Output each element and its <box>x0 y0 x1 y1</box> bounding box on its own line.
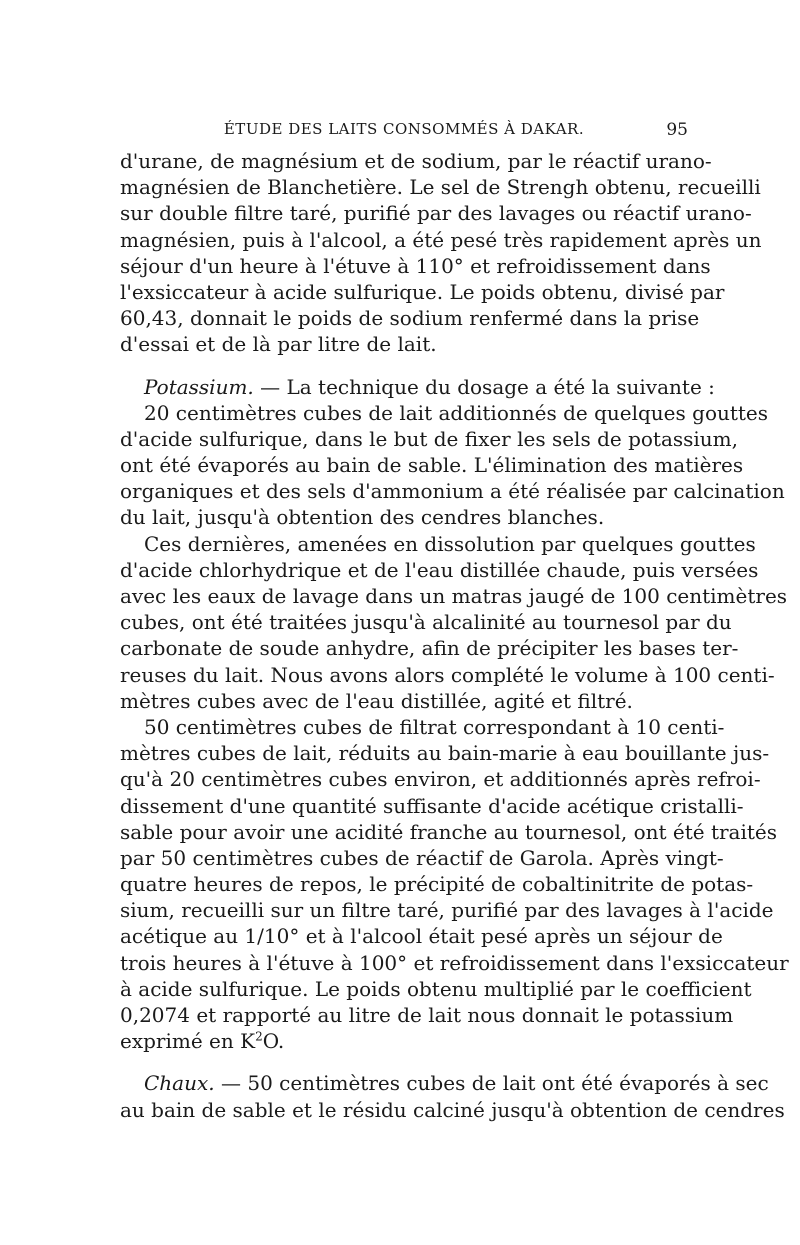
text-line: trois heures à l'étuve à 100° et refroidissement dans l'exsiccateur <box>120 950 789 975</box>
chaux-intro-line <box>120 1070 769 1096</box>
text-line: reuses du lait. Nous avons alors complété le volume à 100 centi- <box>120 662 775 687</box>
text-line: magnésien de Blanchetière. Le sel de Strengh obtenu, recueilli <box>120 175 761 200</box>
text-line: ont été évaporés au bain de sable. L'élimination des matières <box>120 453 744 478</box>
text-line: sium, recueilli sur un filtre taré, purifié par des lavages à l'acide <box>120 898 774 923</box>
section-potassium <box>120 374 789 1055</box>
potassium-intro: — La technique du dosage a été la suivante : <box>253 374 715 399</box>
text-line: Ces dernières, amenées en dissolution par quelques gouttes <box>144 531 756 556</box>
text-line: sable pour avoir une acidité franche au tournesol, ont été traités <box>120 819 778 844</box>
chaux-heading: Chaux. <box>144 1071 215 1096</box>
text-line: 20 centimètres cubes de lait additionnés de quelques gouttes <box>144 400 769 425</box>
text-line: mètres cubes de lait, réduits au bain-marie à eau bouillante jus- <box>120 741 770 766</box>
formula-superscript: 2 <box>255 1029 263 1044</box>
running-title: ÉTUDE DES LAITS CONSOMMÉS À DAKAR. <box>223 120 585 138</box>
text-line: 50 centimètres cubes de filtrat correspondant à 10 centi- <box>144 714 725 739</box>
potassium-heading: Potassium. <box>144 374 254 399</box>
chaux-intro: — 50 centimètres cubes de lait ont été évaporés à sec <box>214 1071 769 1096</box>
running-head <box>120 120 688 142</box>
text-line-formula <box>120 1028 682 1054</box>
text-line: organiques et des sels d'ammonium a été réalisée par calcination <box>120 479 785 504</box>
formula-prefix: exprimé en K <box>120 1029 256 1054</box>
text-line: acétique au 1/10° et à l'alcool était pesé après un séjour de <box>120 924 723 949</box>
text-line: mètres cubes avec de l'eau distillée, agité et filtré. <box>120 688 633 713</box>
text-line: au bain de sable et le résidu calciné jusqu'à obtention de cendres <box>120 1097 785 1122</box>
text-line: carbonate de soude anhydre, afin de précipiter les bases ter- <box>120 636 739 661</box>
text-line: du lait, jusqu'à obtention des cendres blanches. <box>120 505 605 530</box>
text-line: cubes, ont été traitées jusqu'à alcalinité au tournesol par du <box>120 610 732 635</box>
text-line: 0,2074 et rapporté au litre de lait nous donnait le potassium <box>120 1003 734 1027</box>
potassium-intro-line <box>120 374 715 400</box>
text-line: magnésien, puis à l'alcool, a été pesé très rapidement après un <box>120 227 762 252</box>
text-line: dissement d'une quantité suffisante d'acide acétique cristalli- <box>120 793 744 818</box>
text-line: qu'à 20 centimètres cubes environ, et additionnés après refroi- <box>120 767 761 792</box>
text-line: sur double filtre taré, purifié par des lavages ou réactif urano- <box>120 201 752 226</box>
text-line: d'acide chlorhydrique et de l'eau distillée chaude, puis versées <box>120 557 759 582</box>
section-chaux <box>120 1070 785 1122</box>
text-line: avec les eaux de lavage dans un matras jaugé de 100 centimètres <box>120 584 788 608</box>
body-text <box>120 148 789 1123</box>
text-line: l'exsiccateur à acide sulfurique. Le poids obtenu, divisé par <box>120 279 725 304</box>
page-number: 95 <box>666 120 688 140</box>
paragraph-sodium-continued <box>120 148 762 358</box>
text-line: d'urane, de magnésium et de sodium, par le réactif urano- <box>120 149 712 173</box>
text-line: par 50 centimètres cubes de réactif de Garola. Après vingt- <box>120 845 724 870</box>
text-line: d'essai et de là par litre de lait. <box>120 332 437 357</box>
text-line: séjour d'un heure à l'étuve à 110° et refroidissement dans <box>120 253 711 278</box>
text-line: à acide sulfurique. Le poids obtenu multiplié par le coefficient <box>120 976 752 1001</box>
text-line: quatre heures de repos, le précipité de cobaltinitrite de potas- <box>120 872 754 897</box>
text-line: 60,43, donnait le poids de sodium renfermé dans la prise <box>120 306 700 331</box>
formula-suffix: O. <box>262 1029 285 1054</box>
text-line: d'acide sulfurique, dans le but de fixer les sels de potassium, <box>120 426 738 451</box>
